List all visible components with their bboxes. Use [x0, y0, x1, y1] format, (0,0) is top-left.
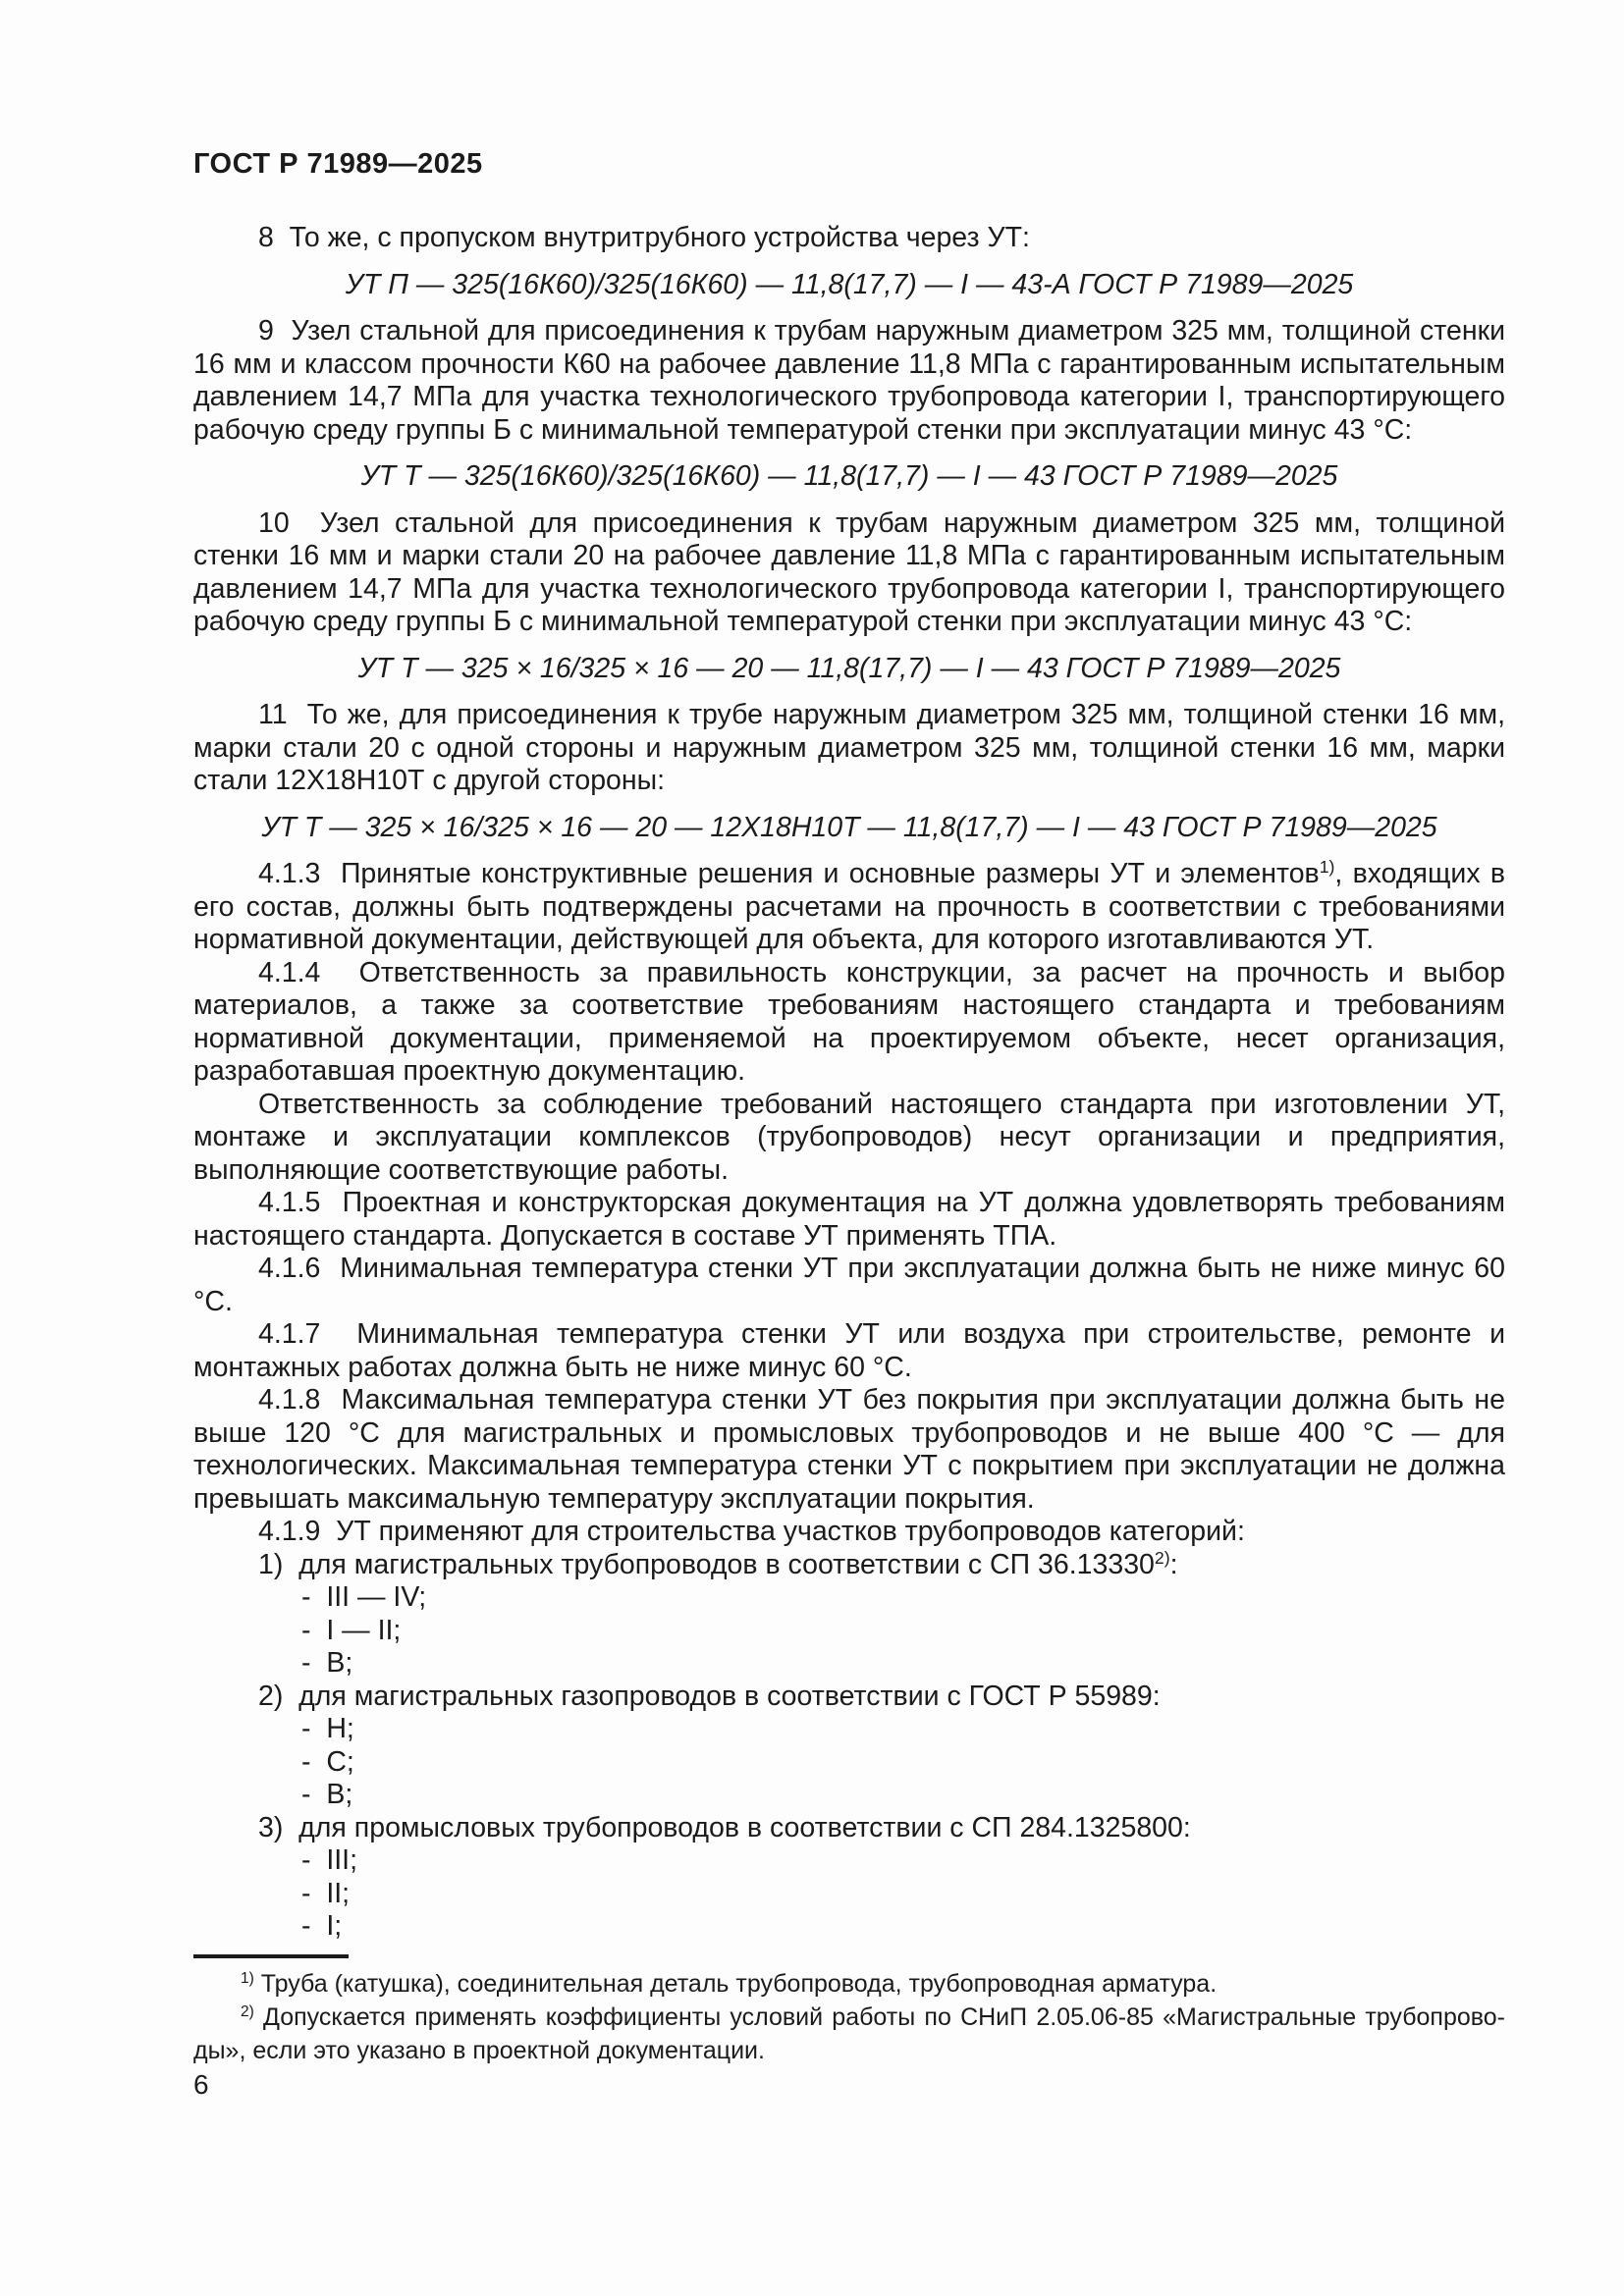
list-subitem: - III — IV;	[301, 1581, 427, 1613]
paragraph-example-11: 11 То же, для присоединения к трубе наружным диаметром 325 мм, толщиной стенки 16 мм, марки стали 20 с одной стороны и наружным диаметром 325 мм, толщиной стенки 16 мм, марки стали 12Х18Н10Т с другой стороны:	[193, 699, 1505, 796]
list-item-1-text: 1) для магистральных трубопроводов в соответствии с СП 36.13330	[258, 1548, 1155, 1580]
footnote-ref-2: 2)	[1154, 1547, 1170, 1568]
footnote-2	[193, 2001, 1505, 2067]
list-item-1-colon: :	[1169, 1548, 1178, 1580]
list-item-1	[193, 1549, 1505, 1582]
list-subitem: - I;	[301, 1910, 343, 1942]
paragraph-4-1-9: 4.1.9 УТ применяют для строительства участков трубопроводов категорий:	[258, 1516, 1245, 1547]
paragraph-example-9: 9 Узел стальной для присоединения к трубам наружным диаметром 325 мм, толщиной стенки 16 мм и классом прочности К60 на рабочее давление 11,8 МПа с гарантированным испытательным давлением 14,7 МПа для участка технологического трубопровода категории I, транспортирующего рабочую среду группы Б с минимальной температурой стенки при эксплуатации минус 43 °С:	[193, 315, 1505, 446]
page-number: 6	[193, 2069, 209, 2100]
designation-formula-1: УТ П — 325(16К60)/325(16К60) — 11,8(17,7) — I — 43-А ГОСТ Р 71989—2025	[345, 268, 1354, 300]
footnote-ref-1: 1)	[1319, 857, 1335, 878]
designation-formula-4: УТ Т — 325 × 16/325 × 16 — 20 — 12Х18Н10Т — 11,8(17,7) — I — 43 ГОСТ Р 71989—2025	[261, 811, 1437, 843]
paragraph-4-1-3-text: 4.1.3 Принятые конструктивные решения и основные размеры УТ и элементов	[258, 858, 1320, 889]
paragraph-4-1-3	[193, 858, 1505, 957]
footnote-1-marker: 1)	[241, 1970, 254, 1988]
footnote-2-text: Допускается применять коэффициенты условий работы по СНиП 2.05.06-85 «Магистральные трубопроводы», если это указано в проектной документации.	[193, 2003, 1505, 2064]
footnote-1	[193, 1967, 1505, 2001]
list-subitem: - С;	[301, 1745, 354, 1778]
paragraph-4-1-3-text-cont: , входящих в его состав, должны быть подтверждены расчетами на прочность в соответствии с требованиями нормативной документации, действующей для объекта, для которого изготавливаются УТ.	[193, 858, 1505, 955]
footnote-block	[193, 1954, 1505, 2067]
paragraph-example-10: 10 Узел стальной для присоединения к трубам наружным диаметром 325 мм, толщиной стенки 16 мм и марки стали 20 на рабочее давление 11,8 МПа с гарантированным испытательным давлением 14,7 МПа для участка технологического трубопровода категории I, транспортирующего рабочую среду группы Б с минимальной температурой стенки при эксплуатации минус 43 °С:	[193, 507, 1505, 637]
designation-formula-3: УТ Т — 325 × 16/325 × 16 — 20 — 11,8(17,7) — I — 43 ГОСТ Р 71989—2025	[357, 652, 1341, 684]
document-code-header: ГОСТ Р 71989—2025	[193, 148, 483, 180]
footnote-1-text: Труба (катушка), соединительная деталь трубопровода, трубопроводная арматура.	[253, 1970, 1218, 1998]
list-subitem: - В;	[301, 1779, 353, 1810]
list-subitem: - Н;	[301, 1713, 354, 1744]
list-subitem: - II;	[301, 1877, 351, 1909]
designation-formula-2: УТ Т — 325(16К60)/325(16К60) — 11,8(17,7) — I — 43 ГОСТ Р 71989—2025	[360, 460, 1338, 492]
list-subitem: - I — II;	[301, 1614, 402, 1646]
paragraph-4-1-7: 4.1.7 Минимальная температура стенки УТ или воздуха при строительстве, ремонте и монтажных работах должна быть не ниже минус 60 °С.	[193, 1318, 1505, 1383]
paragraph-4-1-6: 4.1.6 Минимальная температура стенки УТ при эксплуатации должна быть не ниже минус 60 °С.	[193, 1253, 1505, 1317]
list-item-2: 2) для магистральных газопроводов в соответствии с ГОСТ Р 55989:	[258, 1680, 1161, 1712]
paragraph-4-1-8: 4.1.8 Максимальная температура стенки УТ без покрытия при эксплуатации должна быть не выше 120 °С для магистральных и промысловых трубопроводов и не выше 400 °С — для технологических. Максимальная температура стенки УТ с покрытием при эксплуатации не должна превышать максимальную температуру эксплуатации покрытия.	[193, 1384, 1505, 1515]
list-subitem: - III;	[301, 1844, 357, 1876]
list-subitem: - В;	[301, 1647, 353, 1679]
paragraph-4-1-4: 4.1.4 Ответственность за правильность конструкции, за расчет на прочность и выбор материалов, а также за соответствие требованиям настоящего стандарта и требованиям нормативной документации, применяемой на проектируемом объекте, несет организация, разработавшая проектную документацию.	[193, 956, 1505, 1087]
paragraph-4-1-5: 4.1.5 Проектная и конструкторская документация на УТ должна удовлетворять требованиям настоящего стандарта. Допускается в составе УТ применять ТПА.	[193, 1187, 1505, 1252]
list-item-3: 3) для промысловых трубопроводов в соответствии с СП 284.1325800:	[258, 1811, 1191, 1843]
footnote-2-marker: 2)	[241, 2003, 254, 2021]
footnote-separator	[193, 1954, 349, 1958]
paragraph-example-8: 8 То же, с пропуском внутритрубного устройства через УТ:	[258, 222, 1030, 253]
document-body	[193, 222, 1505, 1944]
paragraph-responsibility: Ответственность за соблюдение требований настоящего стандарта при изготовлении УТ, монтаже и эксплуатации комплексов (трубопроводов) несут организации и предприятия, выполняющие соответствующие работы.	[193, 1088, 1505, 1186]
